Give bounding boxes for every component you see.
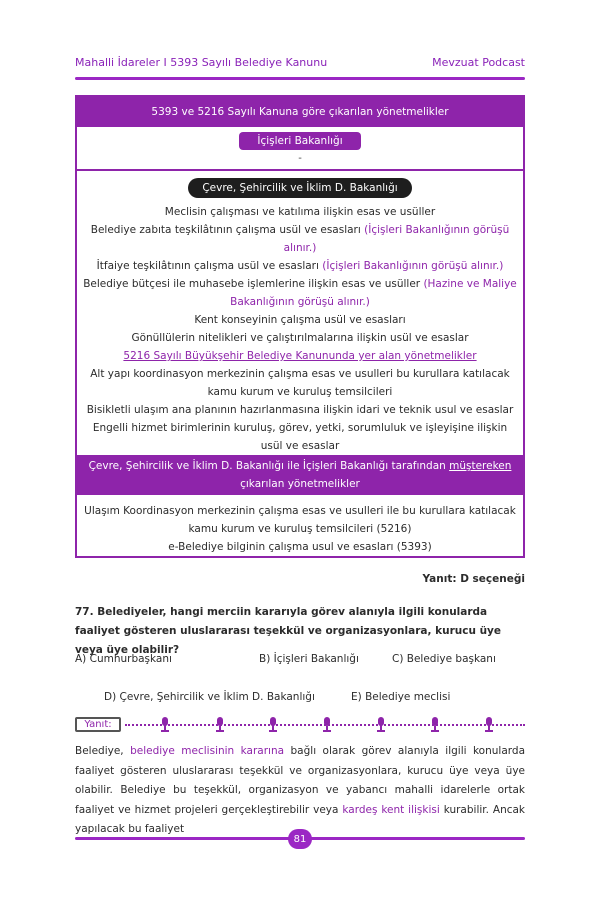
environment-ministry-label: Çevre, Şehircilik ve İklim D. Bakanlığı — [188, 178, 411, 198]
list-item: İtfaiye teşkilâtının çalışma usül ve esasları (İçişleri Bakanlığının görüşü alınır.) — [96, 260, 504, 272]
environment-section — [77, 171, 523, 455]
list-item: Meclisin çalışması ve katılıma ilişkin esas ve usüller — [164, 206, 436, 218]
microphone-icon — [215, 717, 225, 732]
option-a[interactable]: A) Cumhurbaşkanı — [75, 653, 172, 665]
list-item-note: (İçişleri Bakanlığının görüşü alınır.) — [283, 224, 510, 254]
answer-label: Yanıt: — [75, 717, 121, 732]
list-item: Belediye bütçesi ile muhasebe işlemlerine ilişkin esas ve usüller (Hazine ve Maliye Bakanlığının görüşü alınır.) — [83, 278, 517, 308]
metropolitan-regulations-link[interactable]: 5216 Sayılı Büyükşehir Belediye Kanununda yer alan yönetmelikler — [123, 350, 477, 362]
microphone-icon — [268, 717, 278, 732]
option-b[interactable]: B) İçişleri Bakanlığı — [259, 653, 359, 665]
option-e[interactable]: E) Belediye meclisi — [351, 691, 451, 703]
microphone-icon — [484, 717, 494, 732]
joint-list — [77, 495, 523, 556]
table-title: 5393 ve 5216 Sayılı Kanuna göre çıkarılan yönetmelikler — [77, 97, 523, 127]
interior-ministry-value: - — [298, 153, 302, 164]
environment-list — [77, 203, 523, 455]
page-number: 81 — [288, 829, 312, 849]
list-item: Kent konseyinin çalışma usül ve esasları — [194, 314, 406, 326]
joint-regulations-header: Çevre, Şehircilik ve İklim D. Bakanlığı ile İçişleri Bakanlığı tarafından müştereken çıkarılan yönetmelikler — [77, 455, 523, 495]
microphone-icon — [430, 717, 440, 732]
header-left-title: Mahalli İdareler I 5393 Sayılı Belediye Kanunu — [75, 56, 328, 69]
option-c[interactable]: C) Belediye başkanı — [392, 653, 496, 665]
list-item-note: (Hazine ve Maliye Bakanlığının görüşü alınır.) — [230, 278, 517, 308]
regulations-table — [75, 95, 525, 558]
microphone-icon — [376, 717, 386, 732]
list-item: Engelli hizmet birimlerinin kuruluş, görev, yetki, sorumluluk ve işleyişine ilişkin usül ve esaslar — [92, 422, 508, 452]
highlight-council-decision: belediye meclisinin kararına — [130, 745, 285, 757]
header-divider — [75, 77, 525, 80]
microphone-icon — [322, 717, 332, 732]
interior-section — [77, 127, 523, 165]
jointly-underlined: müştereken — [449, 460, 512, 472]
list-item: Alt yapı koordinasyon merkezinin çalışma esas ve usulleri bu kurullara katılacak kamu kurum ve kuruluş temsilcileri — [90, 368, 510, 398]
list-item: e-Belediye bilginin çalışma usul ve esasları (5393) — [168, 541, 432, 553]
header-right-title: Mevzuat Podcast — [432, 56, 525, 69]
answer-explanation: Belediye, belediye meclisinin kararına bağlı olarak görev alanıyla ilgili konularda faaliyet gösteren uluslararası teşekkül ve organizasyonlara, kurucu üye veya üye olabilir. Belediye bu teşekkül, organizasyon ve yabancı mahalli idarelerle ortak faaliyet ve hizmet projeleri gerçekleştirebilir veya kardeş kent ilişkisi kurabilir. Ancak yapılacak bu faaliyet — [75, 745, 526, 835]
list-item: Gönüllülerin nitelikleri ve çalıştırılmalarına ilişkin usül ve esaslar — [131, 332, 469, 344]
highlight-sister-city: kardeş kent ilişkisi — [342, 803, 440, 816]
microphone-icon — [160, 717, 170, 732]
list-item-note: (İçişleri Bakanlığının görüşü alınır.) — [322, 260, 504, 272]
list-item: Belediye zabıta teşkilâtının çalışma usül ve esasları (İçişleri Bakanlığının görüşü alınır.) — [90, 224, 510, 254]
list-item-link — [83, 347, 517, 365]
question-text: 77. Belediyeler, hangi merciin kararıyla görev alanıyla ilgili konularda faaliyet gösteren uluslararası teşekkül ve organizasyonlara, kurucu üye veya üye olabilir? — [75, 606, 502, 656]
list-item: Ulaşım Koordinasyon merkezinin çalışma esas ve usulleri ile bu kurullara katılacak kamu kurum ve kuruluş temsilcileri (5216) — [84, 505, 516, 535]
option-d[interactable]: D) Çevre, Şehircilik ve İklim D. Bakanlığı — [104, 691, 315, 703]
list-item: Bisikletli ulaşım ana planının hazırlanmasına ilişkin idari ve teknik usul ve esaslar — [86, 404, 514, 416]
answer-bar — [75, 717, 525, 733]
interior-ministry-label: İçişleri Bakanlığı — [239, 132, 360, 150]
previous-answer: Yanıt: D seçeneği — [422, 573, 525, 585]
